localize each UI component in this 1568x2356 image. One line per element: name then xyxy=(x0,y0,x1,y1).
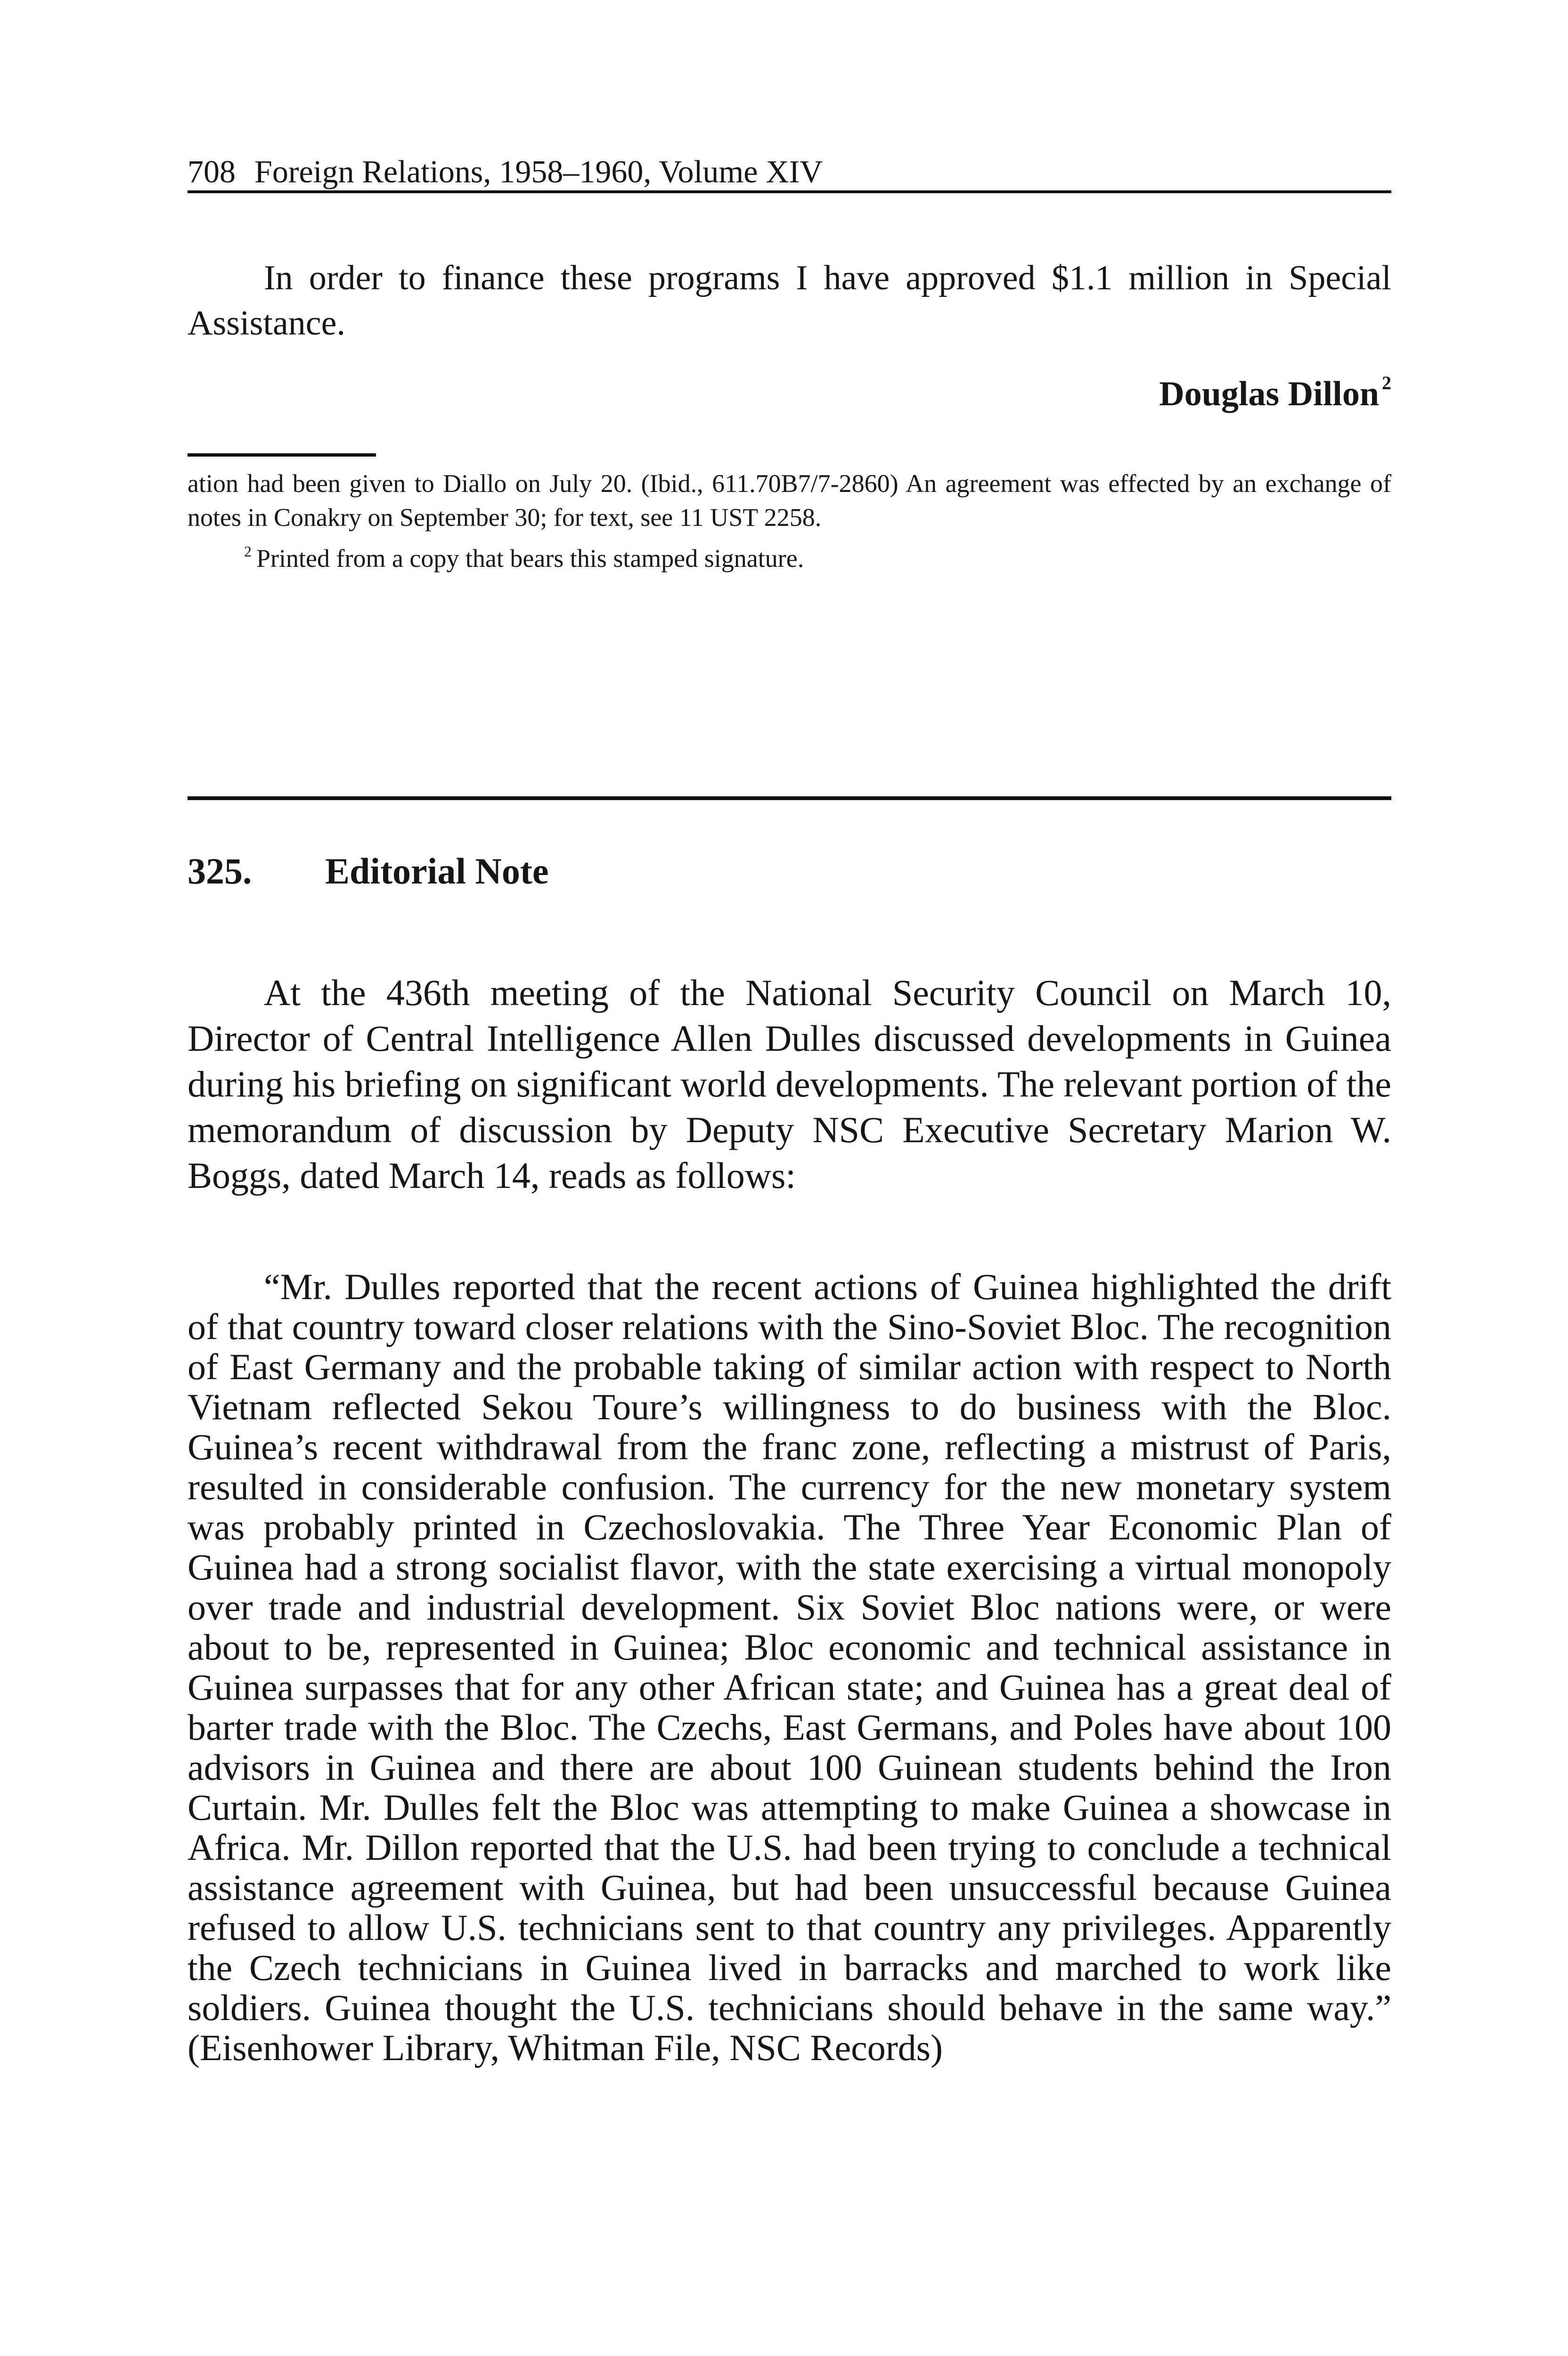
section-title: Editorial Note xyxy=(325,851,549,892)
footnote-2 xyxy=(188,534,1391,575)
footnotes xyxy=(188,466,1391,575)
signature-footnote-mark: 2 xyxy=(1382,372,1391,393)
page-number: 708 xyxy=(188,154,236,189)
editorial-intro-paragraph: At the 436th meeting of the National Security Council on March 10, Director of Central Intelligence Allen Dulles discussed developments in Guinea during his briefing on significant world developments. The relevant portion of the memorandum of discussion by Deputy NSC Executive Secretary Marion W. Boggs, dated March 14, reads as follows: xyxy=(188,972,1391,1196)
quoted-memorandum-paragraph: “Mr. Dulles reported that the recent actions of Guinea highlighted the drift of that country toward closer relations with the Sino-Soviet Bloc. The recognition of East Germany and the probable taking of similar action with respect to North Vietnam reflected Sekou Toure’s willingness to do business with the Bloc. Guinea’s recent withdrawal from the franc zone, reflecting a mistrust of Paris, resulted in considerable confusion. The currency for the new monetary system was probably printed in Czechoslovakia. The Three Year Economic Plan of Guinea had a strong socialist flavor, with the state exercising a virtual monopoly over trade and industrial development. Six Soviet Bloc nations were, or were about to be, represented in Guinea; Bloc economic and technical assistance in Guinea surpasses that for any other African state; and Guinea has a great deal of barter trade with the Bloc. The Czechs, East Germans, and Poles have about 100 advisors in Guinea and there are about 100 Guinean students behind the Iron Curtain. Mr. Dulles felt the Bloc was attempting to make Guinea a showcase in Africa. Mr. Dillon reported that the U.S. had been trying to conclude a technical assistance agreement with Guinea, but had been unsuccessful because Guinea refused to allow U.S. technicians sent to that country any privileges. Apparently the Czech technicians in Guinea lived in barracks and marched to work like soldiers. Guinea thought the U.S. technicians should behave in the same way.” (Eisenhower Library, Whitman File, NSC Records) xyxy=(188,1266,1391,2068)
volume-title: Foreign Relations, 1958–1960, Volume XIV xyxy=(254,154,823,189)
section-divider xyxy=(188,796,1391,800)
footnote-2-mark: 2 xyxy=(244,543,252,560)
section-number: 325. xyxy=(188,851,252,892)
section-heading xyxy=(188,853,548,890)
footnote-divider xyxy=(188,453,376,457)
footnote-continued: ation had been given to Diallo on July 20. (Ibid., 611.70B7/7-2860) An agreement was effected by an exchange of notes in Conakry on September 30; for text, see 11 UST 2258. xyxy=(188,469,1391,532)
footnote-2-text: Printed from a copy that bears this stamped signature. xyxy=(256,544,804,573)
running-header xyxy=(188,150,1391,193)
continuation-paragraph: In order to finance these programs I have approved $1.1 million in Special Assistance. xyxy=(188,259,1391,343)
signature xyxy=(1159,374,1391,411)
signature-name: Douglas Dillon xyxy=(1159,375,1379,413)
